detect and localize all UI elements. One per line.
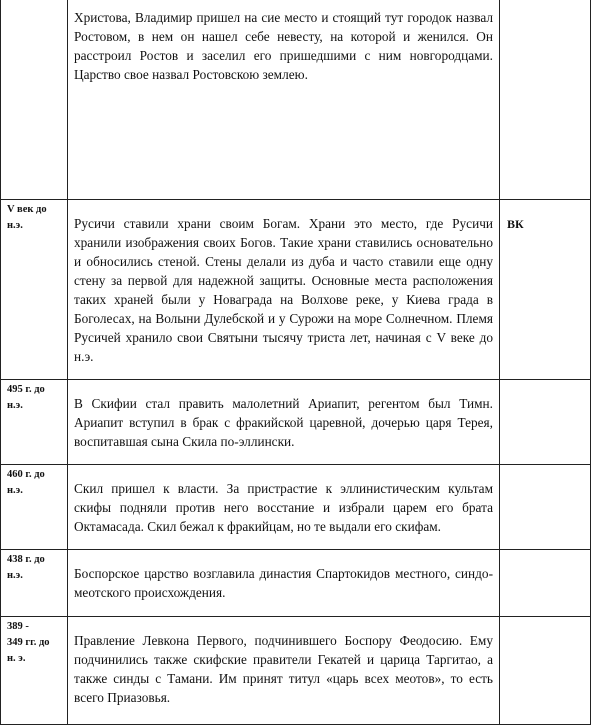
table-row (1, 200, 591, 380)
table-row (1, 0, 591, 200)
event-cell (68, 200, 500, 380)
source-label: ВК (507, 217, 524, 231)
date-cell (1, 0, 68, 200)
source-cell (500, 200, 591, 380)
event-cell (68, 550, 500, 617)
event-text: Русичи ставили храни своим Богам. Храни это место, где Русичи хранили изображения своих Богов. Такие храни ставились основательно и обносились стеной. Стены делали из дуба и часто ставили еще одну стену за первой для надежной защиты. Основные места расположения таких храней были у Новаграда на Волхове реке, у Киева града в Боголесах, на Волыни Дулебской и у Сурожи на море Солнечном. Племя Русичей хранило свои Святыни тысячу триста лет, начиная с V веке до н.э. (74, 216, 493, 364)
source-cell (500, 550, 591, 617)
event-cell (68, 617, 500, 725)
date-label: 389 - 349 гг. до н. э. (7, 621, 50, 664)
event-text: Скил пришел к власти. За пристрастие к эллинистическим культам скифы подняли против него восстание и избрали царем его брата Октамасада. Скил бежал к фракийцам, но те выдали его скифам. (74, 481, 493, 534)
table-row (1, 550, 591, 617)
source-label (500, 550, 590, 567)
date-cell (1, 550, 68, 617)
source-cell (500, 617, 591, 725)
date-label: V век до н.э. (7, 204, 47, 231)
source-label (500, 0, 590, 17)
event-cell (68, 465, 500, 550)
event-cell (68, 380, 500, 465)
event-text: Христова, Владимир пришел на сие место и стоящий тут городок назвал Ростовом, в нем он нашел себе невесту, на которой и женился. Он расстроил Ростов и заселил его пришедшими с ним новгородцами. Царство свое назвал Ростовскою землею. (74, 10, 493, 82)
table-row (1, 617, 591, 725)
table-row (1, 380, 591, 465)
date-label (1, 0, 67, 2)
table-row (1, 465, 591, 550)
source-cell (500, 380, 591, 465)
date-label: 495 г. до н.э. (7, 384, 45, 411)
event-text: Боспорское царство возглавила династия Спартокидов местного, синдо-меотского происхождения. (74, 566, 493, 600)
date-cell (1, 465, 68, 550)
date-cell (1, 617, 68, 725)
source-label (500, 465, 590, 482)
date-label: 438 г. до н.э. (7, 554, 45, 581)
event-text: Правление Левкона Первого, подчинившего Боспору Феодосию. Ему подчинились также скифские правители Гекатей и царица Таргитао, а также синды с Тамани. Им принят титул «царь всех меотов», то есть всего Приазовья. (74, 633, 493, 705)
date-cell (1, 200, 68, 380)
date-label: 460 г. до н.э. (7, 469, 45, 496)
source-label (500, 617, 590, 634)
source-cell (500, 465, 591, 550)
event-cell (68, 0, 500, 200)
event-text: В Скифии стал править малолетний Ариапит, регентом был Тимн. Ариапит вступил в брак с фракийской царевной, дочерью царя Терея, воспитавшая сына Скила по-эллински. (74, 396, 493, 449)
source-label (500, 380, 590, 397)
date-cell (1, 380, 68, 465)
source-cell (500, 0, 591, 200)
